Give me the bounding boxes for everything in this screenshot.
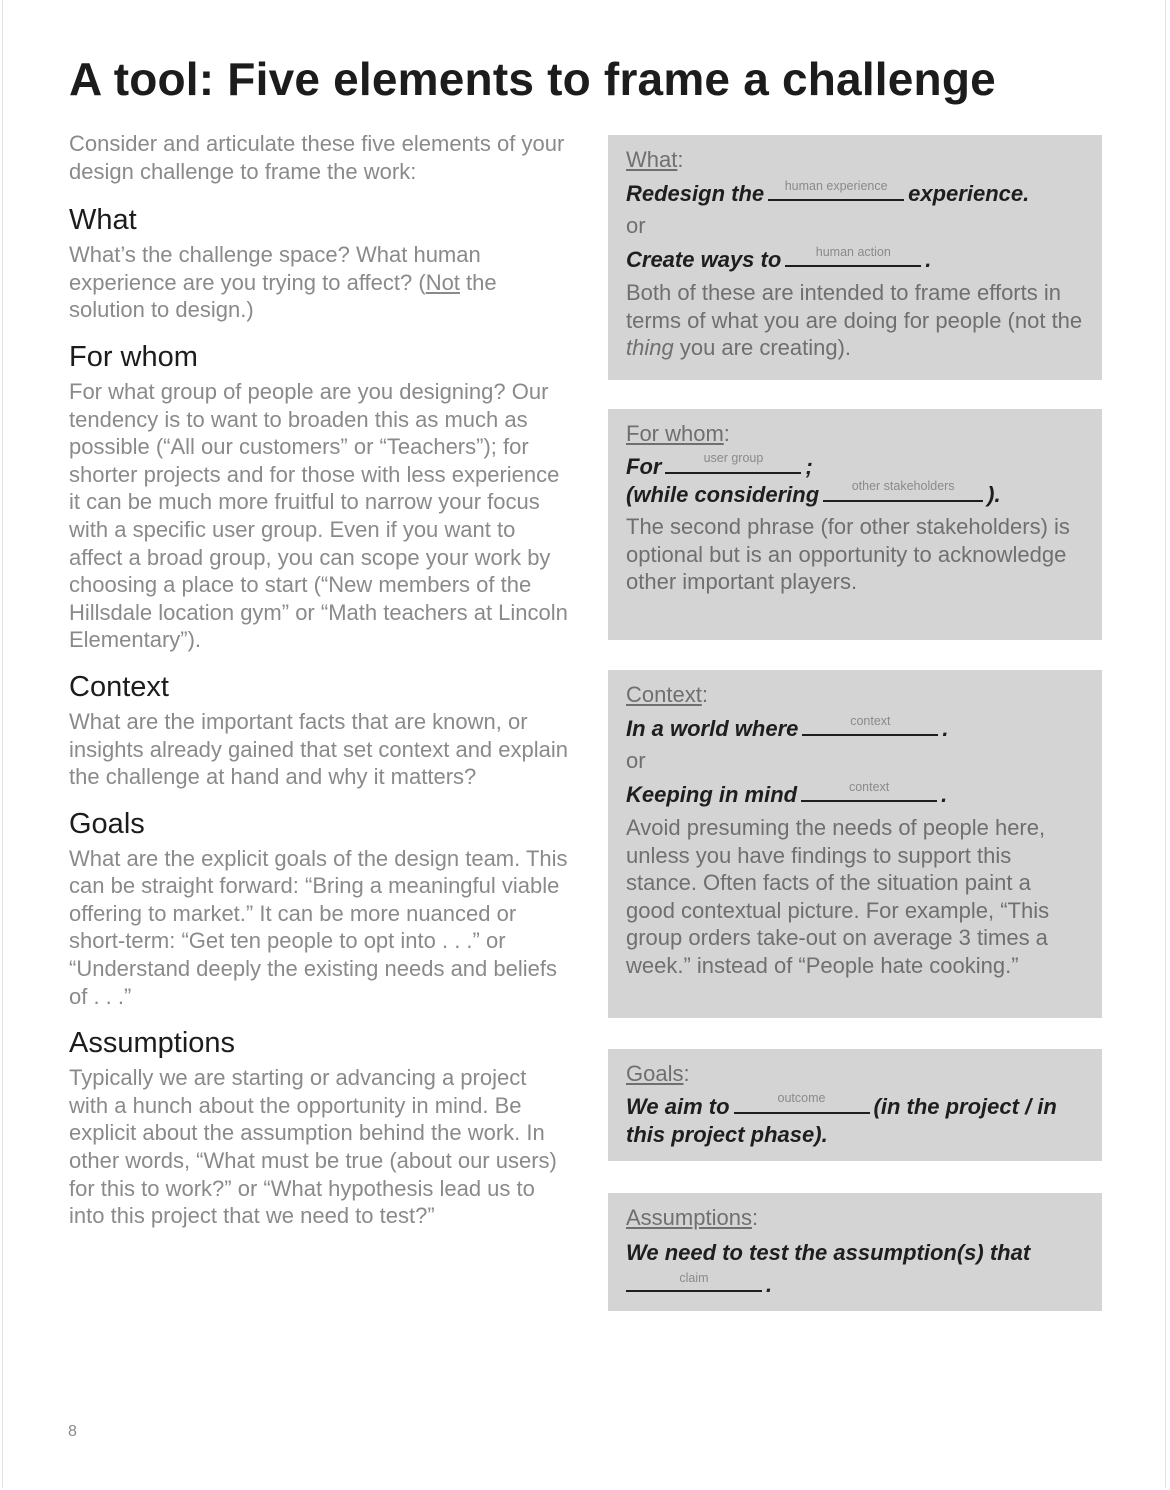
section-title-goals: Goals bbox=[69, 807, 145, 840]
template-line-redesign bbox=[626, 179, 1084, 209]
template-box-goals bbox=[608, 1049, 1102, 1161]
box-body-for-whom: The second phrase (for other stakeholders) is optional but is an opportunity to acknowledge other important players. bbox=[626, 514, 1070, 595]
page-title: A tool: Five elements to frame a challenge bbox=[69, 53, 996, 105]
section-body-for-whom: For what group of people are you designing? Our tendency is to want to broaden this as much as possible (“All our customers” or “Teachers”); for shorter projects and for those with less experience it can be much more fruitful to narrow your focus with a specific user group. Even if you want to affect a broad group, you can scope your work by choosing a place to start (“New members of the Hillsdale location gym” or “Math teachers at Lincoln Elementary”). bbox=[69, 378, 568, 653]
box-body-text-end: you are creating). bbox=[673, 335, 852, 361]
blank-hint: claim bbox=[679, 1271, 709, 1285]
or-text: or bbox=[626, 748, 646, 773]
template-line-keeping-in-mind bbox=[626, 780, 1084, 810]
section-title-what: What bbox=[69, 204, 137, 237]
box-body-text: Both of these are intended to frame efforts in terms of what you are doing for people (not the bbox=[626, 280, 1083, 333]
box-heading-label: Assumptions bbox=[626, 1205, 752, 1230]
intro-text: Consider and articulate these five elements of your design challenge to frame the work: bbox=[69, 131, 565, 184]
blank-hint: human experience bbox=[784, 179, 888, 193]
box-body-context: Avoid presuming the needs of people here, unless you have findings to support this stance. Often facts of the situation paint a good contextual picture. For example, “This group orders take-out on average 3 times a week.” instead of “People hate cooking.” bbox=[626, 815, 1050, 978]
what-body-text: What’s the challenge space? What human experience are you trying to affect? ( bbox=[69, 242, 481, 295]
template-text: We aim to bbox=[626, 1094, 730, 1119]
template-text: ; bbox=[805, 454, 813, 479]
fill-in-blank[interactable] bbox=[626, 1272, 762, 1292]
italic-thing-text: thing bbox=[626, 335, 674, 361]
template-text: Redesign the bbox=[626, 181, 765, 206]
template-line-we-aim-to bbox=[626, 1093, 1084, 1149]
fill-in-blank[interactable] bbox=[734, 1091, 870, 1114]
template-box-for-whom bbox=[608, 409, 1102, 640]
fill-in-blank[interactable] bbox=[768, 181, 904, 201]
template-box-assumptions bbox=[608, 1193, 1102, 1311]
blank-hint: human action bbox=[815, 245, 891, 259]
fill-in-blank[interactable] bbox=[665, 451, 801, 474]
blank-hint: context bbox=[848, 780, 890, 794]
template-text: (in the project / in this project phase). bbox=[626, 1094, 1057, 1147]
box-heading-what: What: bbox=[626, 147, 684, 172]
template-box-context bbox=[608, 670, 1102, 1018]
or-text: or bbox=[626, 213, 646, 238]
blank-hint: context bbox=[850, 714, 891, 728]
box-heading-label: For whom bbox=[626, 421, 724, 446]
section-title-context: Context bbox=[69, 670, 169, 703]
section-title-assumptions: Assumptions bbox=[69, 1027, 236, 1060]
section-body-assumptions: Typically we are starting or advancing a project with a hunch about the opportunity in mind. Be explicit about the assumption behind the work. In other words, “What must be true (about our users) for this to work?” or “What hypothesis lead us to into this project that we need to test?” bbox=[69, 1065, 557, 1229]
left-column bbox=[69, 130, 569, 1230]
template-line-we-need-to-test bbox=[626, 1237, 1084, 1301]
template-text: Keeping in mind bbox=[626, 782, 798, 807]
fill-in-blank[interactable] bbox=[801, 782, 937, 802]
template-line-create-ways bbox=[626, 245, 1084, 275]
template-text: Create ways to bbox=[626, 247, 782, 272]
box-body-what bbox=[626, 279, 1084, 362]
box-heading-for-whom: For whom: bbox=[626, 421, 730, 446]
template-text: . bbox=[925, 247, 932, 272]
page-number: 8 bbox=[68, 1423, 77, 1440]
template-line-while-considering bbox=[626, 481, 1084, 509]
fill-in-blank[interactable] bbox=[802, 716, 938, 736]
template-text: ). bbox=[987, 482, 1001, 507]
blank-hint: user group bbox=[703, 451, 764, 465]
template-box-what bbox=[608, 135, 1102, 380]
template-text: . bbox=[941, 782, 948, 807]
box-heading-label: Goals bbox=[626, 1061, 684, 1086]
box-heading-label: Context bbox=[626, 682, 702, 707]
template-text: . bbox=[766, 1272, 773, 1297]
template-text: We need to test the assumption(s) that bbox=[626, 1240, 1031, 1265]
fill-in-blank[interactable] bbox=[785, 247, 921, 267]
not-underlined-text: Not bbox=[425, 269, 460, 295]
what-body-text-end: the solution to design.) bbox=[69, 269, 497, 323]
fill-in-blank[interactable] bbox=[823, 479, 983, 502]
template-text: For bbox=[626, 454, 662, 479]
template-text: . bbox=[942, 716, 949, 741]
section-body-what bbox=[69, 241, 569, 324]
box-heading-label: What bbox=[626, 147, 678, 172]
template-line-in-a-world bbox=[626, 714, 1084, 744]
box-heading-context: Context: bbox=[626, 682, 708, 707]
section-body-goals: What are the explicit goals of the design team. This can be straight forward: “Bring a meaningful viable offering to market.” It can be more nuanced or short-term: “Get ten people to opt into . . .” or “Understand deeply the existing needs and beliefs of . . .” bbox=[69, 845, 568, 1009]
template-text: experience. bbox=[908, 181, 1030, 206]
blank-hint: outcome bbox=[777, 1091, 826, 1105]
template-text: In a world where bbox=[626, 716, 799, 741]
template-text: (while considering bbox=[626, 482, 820, 507]
box-heading-assumptions: Assumptions: bbox=[626, 1205, 759, 1230]
blank-hint: other stakeholders bbox=[851, 479, 955, 493]
box-heading-goals: Goals: bbox=[626, 1061, 690, 1086]
section-body-context: What are the important facts that are known, or insights already gained that set context and explain the challenge at hand and why it matters? bbox=[69, 708, 568, 790]
section-title-for-whom: For whom bbox=[69, 340, 198, 373]
